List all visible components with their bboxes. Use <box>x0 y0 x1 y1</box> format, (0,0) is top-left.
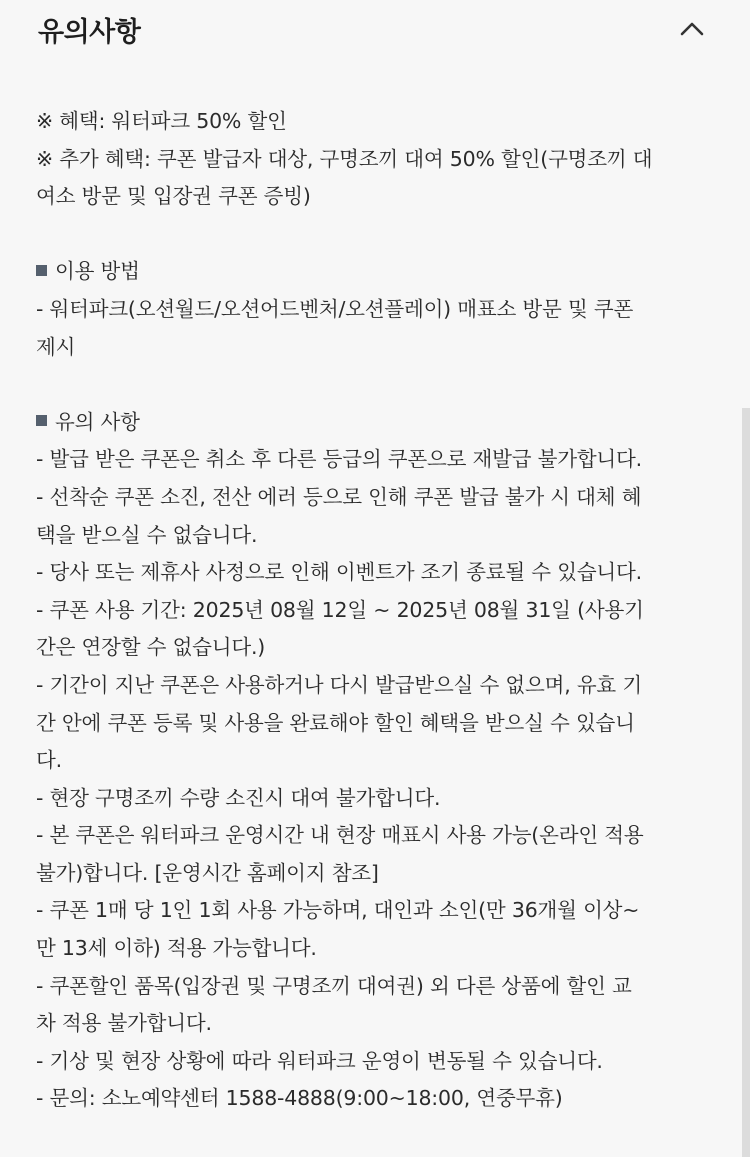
caution-line: 불가)합니다. [운영시간 홈페이지 참조] <box>36 860 379 885</box>
usage-line-cont: 제시 <box>36 334 76 359</box>
usage-line: - 워터파크(오션월드/오션어드벤처/오션플레이) 매표소 방문 및 쿠폰 <box>36 296 634 321</box>
usage-heading-text: 이용 방법 <box>55 259 140 284</box>
benefit-line: ※ 혜택: 워터파크 50% 할인 <box>36 109 287 133</box>
square-bullet-icon <box>36 415 47 426</box>
scrollbar[interactable] <box>742 408 750 1157</box>
section-header[interactable] <box>0 0 750 62</box>
caution-line: 택을 받으실 수 없습니다. <box>36 522 258 547</box>
caution-line: - 쿠폰 1매 당 1인 1회 사용 가능하며, 대인과 소인(만 36개월 이상~ <box>36 898 640 923</box>
caution-heading-text: 유의 사항 <box>55 409 140 434</box>
caution-line: 다. <box>36 748 62 773</box>
caution-line: 차 적용 불가합니다. <box>36 1011 212 1036</box>
caution-line: 간 안에 쿠폰 등록 및 사용을 완료해야 할인 혜택을 받으실 수 있습니 <box>36 710 635 735</box>
caution-line: - 본 쿠폰은 워터파크 운영시간 내 현장 매표시 사용 가능(온라인 적용 <box>36 823 644 848</box>
section-title: 유의사항 <box>38 17 141 48</box>
spacer <box>36 216 726 254</box>
notice-content <box>36 103 726 1118</box>
collapse-button[interactable] <box>672 12 712 46</box>
caution-line: - 선착순 쿠폰 소진, 전산 에러 등으로 인해 쿠폰 발급 불가 시 대체 혜 <box>36 484 642 509</box>
caution-line: - 기상 및 현장 상황에 따라 워터파크 운영이 변동될 수 있습니다. <box>36 1048 603 1073</box>
extra-benefit-line-cont: 여소 방문 및 입장권 쿠폰 증빙) <box>36 184 311 209</box>
chevron-up-icon <box>679 21 705 37</box>
caution-line: - 당사 또는 제휴사 사정으로 인해 이벤트가 조기 종료될 수 있습니다. <box>36 560 642 585</box>
caution-line: 만 13세 이하) 적용 가능합니다. <box>36 936 317 961</box>
extra-benefit-line: ※ 추가 혜택: 쿠폰 발급자 대상, 구명조끼 대여 50% 할인(구명조끼 대 <box>36 146 653 171</box>
spacer <box>36 366 726 404</box>
caution-heading <box>36 404 726 442</box>
caution-line: - 문의: 소노예약센터 1588-4888(9:00~18:00, 연중무휴) <box>36 1086 563 1111</box>
square-bullet-icon <box>36 265 47 276</box>
caution-line: 간은 연장할 수 없습니다.) <box>36 635 266 660</box>
caution-line: - 쿠폰할인 품목(입장권 및 구명조끼 대여권) 외 다른 상품에 할인 교 <box>36 973 632 998</box>
usage-heading <box>36 253 726 291</box>
caution-line: - 기간이 지난 쿠폰은 사용하거나 다시 발급받으실 수 없으며, 유효 기 <box>36 672 642 697</box>
caution-line: - 현장 구명조끼 수량 소진시 대여 불가합니다. <box>36 785 441 810</box>
caution-line: - 쿠폰 사용 기간: 2025년 08월 12일 ~ 2025년 08월 31일 (사용기 <box>36 597 644 622</box>
caution-line: - 발급 받은 쿠폰은 취소 후 다른 등급의 쿠폰으로 재발급 불가합니다. <box>36 447 642 472</box>
